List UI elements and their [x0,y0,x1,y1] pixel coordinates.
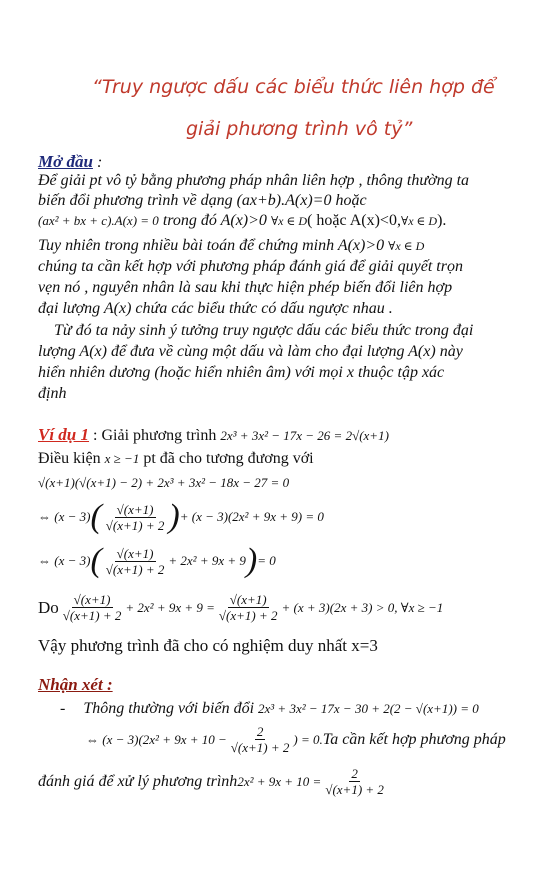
remark-line1 [60,700,479,718]
remark-l2-post: ) = 0. [293,731,323,747]
remark-line2 [86,724,506,755]
intro-p1-line3 [38,212,446,230]
remark-l2-denominator: √(x+1) + 2 [230,740,290,755]
step2-denominator: √(x+1) + 2 [105,517,165,533]
title-line-2: giải phương trình vô tỷ” [186,118,413,140]
step3-denominator: √(x+1) + 2 [105,561,165,577]
example-heading-row [38,425,389,445]
remark-l2-text: Ta cần kết hợp phương pháp [322,730,506,748]
remark-l3-fraction [323,766,386,797]
since-denominator-1: √(x+1) + 2 [62,608,122,623]
intro-heading-suffix: : [92,154,103,171]
since-mid: + 2x² + 9x + 9 = [125,599,215,615]
remark-bullet: - [60,700,66,717]
remark-l3-denominator: √(x+1) + 2 [325,782,384,797]
step3-numerator: √(x+1) [116,545,154,561]
intro-p2-line4: đại lượng A(x) chứa các biểu thức có dấu ngược nhau . [38,300,393,317]
example-equation: 2x³ + 3x² − 17x − 26 = 2√(x+1) [220,428,389,443]
remark-line3 [38,766,388,797]
since-post: + (x + 3)(2x + 3) > 0, ∀x ≥ −1 [281,599,444,615]
intro-p3-line2: lượng A(x) để đưa về cùng một dấu và làm cho đại lượng A(x) này [38,343,463,360]
step3-mid: + 2x² + 9x + 9 [168,553,246,568]
step3-fraction [104,546,167,577]
example-heading: Ví dụ 1 [38,425,90,444]
step-2 [38,500,324,534]
intro-p1-text1: trong đó A(x)>0 [158,212,271,229]
step2-paren-close: ) [168,498,180,535]
intro-p3-line4: định [38,385,67,402]
step3-pre: ⇔ (x − 3) [38,553,91,568]
intro-p1-line1: Để giải pt vô tỷ bằng phương pháp nhân liên hợp , thông thường ta [38,172,470,189]
intro-cond2: ∀x ∈ D [400,214,438,228]
since-row [38,592,443,623]
intro-p1-text2: ( hoặc A(x)<0, [307,212,401,229]
since-label: Do [38,597,59,617]
remark-heading: Nhận xét : [38,675,113,694]
intro-p3-line1: Từ đó ta nảy sinh ý tưởng truy ngược dấu các biểu thức trong đại [54,322,474,339]
step2-numerator: √(x+1) [116,501,154,517]
remark-l2-fraction [229,724,292,755]
step3-paren-close: ) [245,542,258,579]
condition-math: x ≥ −1 [104,451,140,466]
step2-post: + (x − 3)(2x² + 9x + 9) = 0 [179,509,324,524]
intro-p2-cond: ∀x ∈ D [388,239,425,253]
remark-l1-text: Thông thường với biến đổi [83,700,259,717]
intro-heading: Mở đầu [38,152,93,171]
since-fraction-1 [61,592,124,623]
intro-p2-line1 [38,237,424,255]
since-numerator-1: √(x+1) [73,592,111,607]
since-fraction-2 [217,592,280,623]
step3-post: = 0 [257,553,276,568]
since-numerator-2: √(x+1) [229,592,267,607]
intro-p2-line2: chúng ta cần kết hợp với phương pháp đánh giá để giải quyết trọn [38,258,463,275]
step2-pre: ⇔ (x − 3) [38,509,91,524]
intro-cond1: ∀x ∈ D [270,214,308,228]
step-1: √(x+1)(√(x+1) − 2) + 2x³ + 3x² − 18x − 27 = 0 [38,475,290,490]
condition-text2: pt đã cho tương đương với [139,450,314,467]
step3-paren-open: ( [90,542,102,579]
intro-p1-line2: biến đổi phương trình về dạng (ax+b).A(x)=0 hoặc [38,192,367,209]
step2-fraction [104,502,167,533]
remark-l2-numerator: 2 [256,724,264,739]
remark-l3-numerator: 2 [351,766,358,781]
remark-l3-math: 2x² + 9x + 10 = [237,773,322,789]
intro-form-math: (ax² + bx + c).A(x) = 0 [38,213,159,228]
conclusion: Vậy phương trình đã cho có nghiệm duy nhất x=3 [38,636,378,655]
intro-p2-text: Tuy nhiên trong nhiều bài toán để chứng minh A(x)>0 [38,237,389,254]
remark-l3-text: đánh giá để xử lý phương trình [38,772,238,790]
title-line-1: “Truy ngược dấu các biểu thức liên hợp để [92,76,495,98]
intro-p1-text3: ). [437,212,447,229]
since-denominator-2: √(x+1) + 2 [218,608,278,623]
example-condition-row [38,450,314,468]
step-3 [38,544,276,578]
condition-text1: Điều kiện [38,450,105,467]
intro-p2-line3: vẹn nó , nguyên nhân là sau khi thực hiện phép biến đổi liên hợp [38,279,453,296]
intro-p3-line3: hiển nhiên dương (hoặc hiển nhiên âm) với mọi x thuộc tập xác [38,364,445,381]
remark-l2-pre: ⇔ (x − 3)(2x² + 9x + 10 − [86,731,227,747]
remark-l1-math: 2x³ + 3x² − 17x − 30 + 2(2 − √(x+1)) = 0 [258,701,479,716]
step2-paren-open: ( [90,498,102,535]
intro-heading-row [38,152,102,172]
example-heading-suffix: : Giải phương trình [89,427,221,444]
